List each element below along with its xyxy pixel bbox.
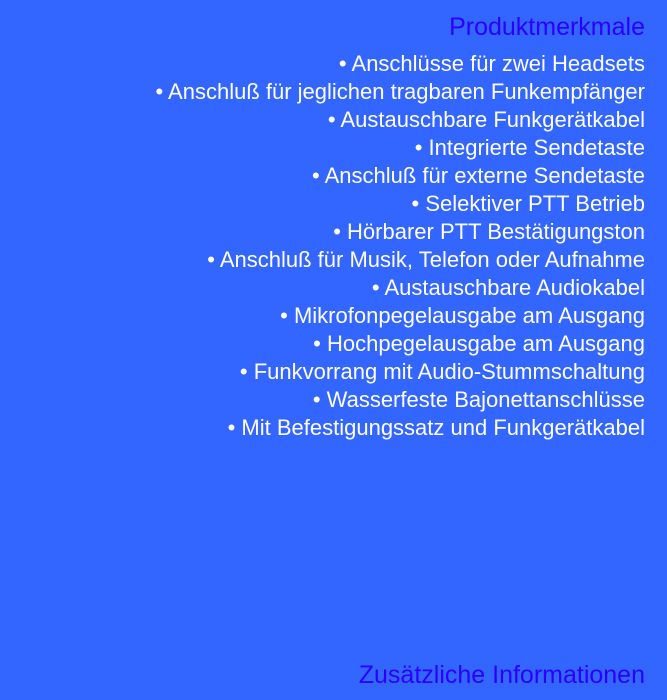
additional-information-link[interactable]: Zusätzliche Informationen	[358, 661, 645, 689]
feature-list	[155, 50, 645, 442]
feature-item: • Mit Befestigungssatz und Funkgerätkabel	[227, 415, 645, 440]
feature-item: • Anschluß für externe Sendetaste	[311, 163, 645, 188]
feature-item: • Hörbarer PTT Bestätigungston	[333, 219, 645, 244]
feature-item: • Selektiver PTT Betrieb	[411, 191, 645, 216]
product-features-heading: Produktmerkmale	[449, 13, 645, 41]
feature-item: • Austauschbare Audiokabel	[371, 275, 645, 300]
feature-item: • Hochpegelausgabe am Ausgang	[313, 331, 645, 356]
feature-item: • Anschluß für Musik, Telefon oder Aufnahme	[207, 247, 645, 272]
feature-item: • Austauschbare Funkgerätkabel	[327, 107, 645, 132]
feature-item: • Anschlüsse für zwei Headsets	[338, 51, 645, 76]
feature-item: • Funkvorrang mit Audio-Stummschaltung	[239, 359, 645, 384]
feature-item: • Anschluß für jeglichen tragbaren Funkempfänger	[155, 79, 645, 104]
feature-item: • Integrierte Sendetaste	[414, 135, 645, 160]
feature-item: • Mikrofonpegelausgabe am Ausgang	[280, 303, 645, 328]
feature-item: • Wasserfeste Bajonettanschlüsse	[312, 387, 645, 412]
